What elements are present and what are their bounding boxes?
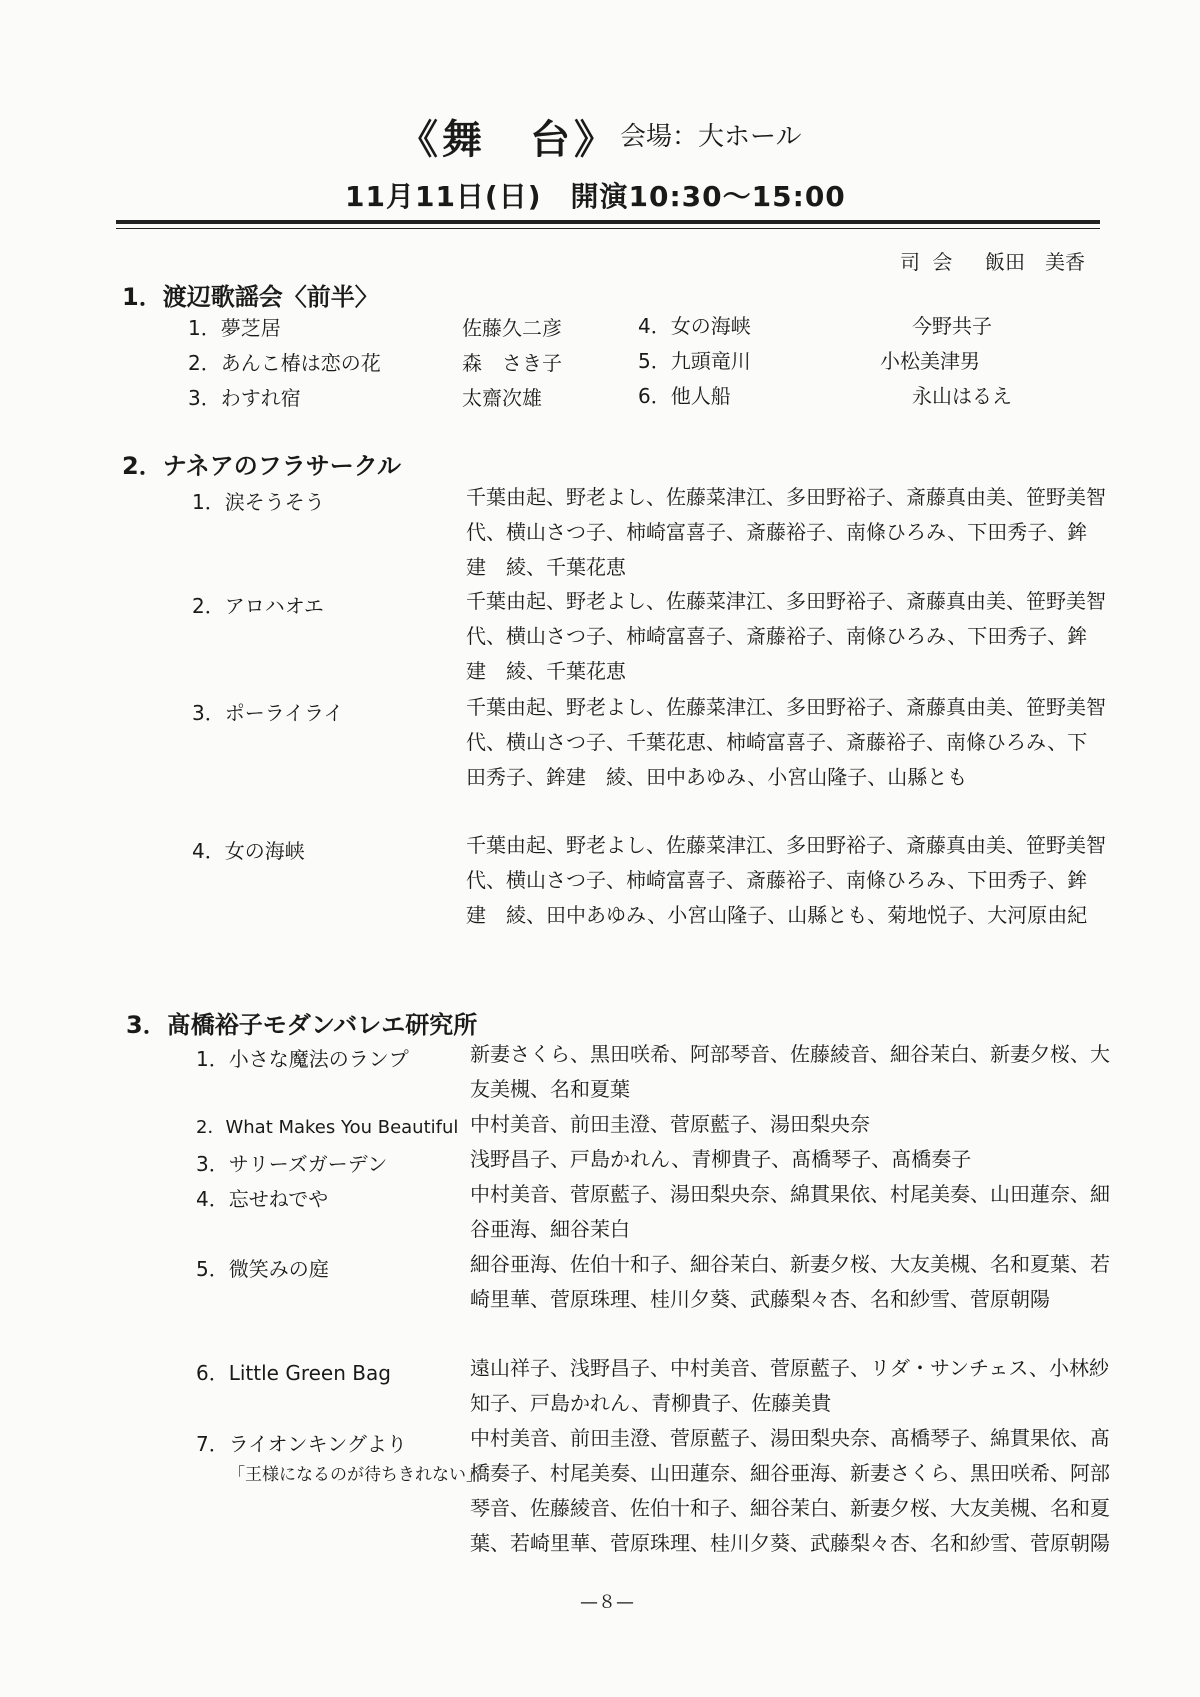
performer: 佐藤久二彦 xyxy=(462,316,562,340)
cast-list: 千葉由起、野老よし、佐藤菜津江、多田野裕子、斎藤真由美、笹野美智代、横山さつ子、柿崎富喜子、斎藤裕子、南條ひろみ、下田秀子、鉾建 綾、千葉花恵 xyxy=(466,589,1106,683)
mc-label: 司 会 xyxy=(900,250,956,274)
section-heading: 3．髙橋裕子モダンバレエ研究所 xyxy=(126,1011,478,1039)
cast-list: 細谷亜海、佐伯十和子、細谷茉白、新妻夕桜、大友美槻、名和夏葉、若崎里華、菅原珠理、桂川夕葵、武藤梨々杏、名和紗雪、菅原朝陽 xyxy=(470,1252,1110,1311)
mc-name: 飯田 美香 xyxy=(985,250,1085,274)
program-item: 1．涙そうそう xyxy=(192,490,325,514)
program-item: 2．What Makes You Beautiful xyxy=(196,1117,459,1138)
performer: 今野共子 xyxy=(912,314,992,338)
program-item: 4．女の海峡 xyxy=(638,314,751,338)
venue-label: 会場：大ホール xyxy=(620,122,802,152)
program-item: 3．わすれ宿 xyxy=(188,386,301,410)
cast-list: 千葉由起、野老よし、佐藤菜津江、多田野裕子、斎藤真由美、笹野美智代、横山さつ子、柿崎富喜子、斎藤裕子、南條ひろみ、下田秀子、鉾建 綾、田中あゆみ、小宮山隆子、山縣とも、菊地悦子、大河原由紀 xyxy=(466,833,1106,927)
performer: 太齋次雄 xyxy=(462,386,542,410)
cast-list: 遠山祥子、浅野昌子、中村美音、菅原藍子、リダ・サンチェス、小林紗知子、戸島かれん、青柳貴子、佐藤美貴 xyxy=(470,1356,1109,1415)
program-item: 5．九頭竜川 xyxy=(638,349,751,373)
section-heading: 1．渡辺歌謡会〈前半〉 xyxy=(122,283,379,311)
cast-list: 千葉由起、野老よし、佐藤菜津江、多田野裕子、斎藤真由美、笹野美智代、横山さつ子、千葉花恵、柿崎富喜子、斎藤裕子、南條ひろみ、下田秀子、鉾建 綾、田中あゆみ、小宮山隆子、山縣とも xyxy=(466,695,1106,789)
section-heading: 2．ナネアのフラサークル xyxy=(122,452,402,480)
performer: 永山はるえ xyxy=(912,384,1012,408)
cast-list: 浅野昌子、戸島かれん、青柳貴子、髙橋琴子、髙橋奏子 xyxy=(470,1147,972,1171)
cast-list: 中村美音、前田圭澄、菅原藍子、湯田梨央奈、髙橋琴子、綿貫果依、髙橋奏子、村尾美奏、山田蓮奈、細谷亜海、新妻さくら、黒田咲希、阿部琴音、佐藤綾音、佐伯十和子、細谷茉白、新妻夕桜、大友美槻、名和夏葉、若崎里華、菅原珠理、桂川夕葵、武藤梨々杏、名和紗雪、菅原朝陽 xyxy=(470,1426,1110,1555)
program-item: 3．サリーズガーデン xyxy=(196,1152,388,1176)
cast-list: 中村美音、前田圭澄、菅原藍子、湯田梨央奈 xyxy=(470,1112,870,1136)
program-item: 3．ポーライライ xyxy=(192,701,344,725)
program-item: 4．忘せねでや xyxy=(196,1187,329,1211)
program-item: 5．微笑みの庭 xyxy=(196,1257,329,1281)
program-item: 1．小さな魔法のランプ xyxy=(196,1047,409,1071)
program-item: 7．ライオンキングより xyxy=(196,1432,407,1456)
cast-list: 新妻さくら、黒田咲希、阿部琴音、佐藤綾音、細谷茉白、新妻夕桜、大友美槻、名和夏葉 xyxy=(470,1042,1110,1101)
cast-list: 中村美音、菅原藍子、湯田梨央奈、綿貫果依、村尾美奏、山田蓮奈、細谷亜海、細谷茉白 xyxy=(470,1182,1110,1241)
performer: 小松美津男 xyxy=(880,349,980,373)
header-rule-thin xyxy=(116,228,1100,229)
page-title: 《舞 台》 xyxy=(398,117,618,163)
program-item: 2．あんこ椿は恋の花 xyxy=(188,351,381,375)
program-item: 6．Little Green Bag xyxy=(196,1361,391,1385)
program-item: 4．女の海峡 xyxy=(192,839,305,863)
date-time: 11月11日(日) 開演10:30〜15:00 xyxy=(345,180,846,213)
header-rule xyxy=(116,220,1100,224)
cast-list: 千葉由起、野老よし、佐藤菜津江、多田野裕子、斎藤真由美、笹野美智代、横山さつ子、柿崎富喜子、斎藤裕子、南條ひろみ、下田秀子、鉾建 綾、千葉花恵 xyxy=(466,485,1106,579)
page-number: —８— xyxy=(580,1592,634,1613)
program-item-subtitle: 「王様になるのが待ちきれない」 xyxy=(228,1465,483,1485)
program-item: 1．夢芝居 xyxy=(188,316,281,340)
program-item: 6．他人船 xyxy=(638,384,731,408)
performer: 森 さき子 xyxy=(462,351,562,375)
program-item: 2．アロハオエ xyxy=(192,594,324,618)
